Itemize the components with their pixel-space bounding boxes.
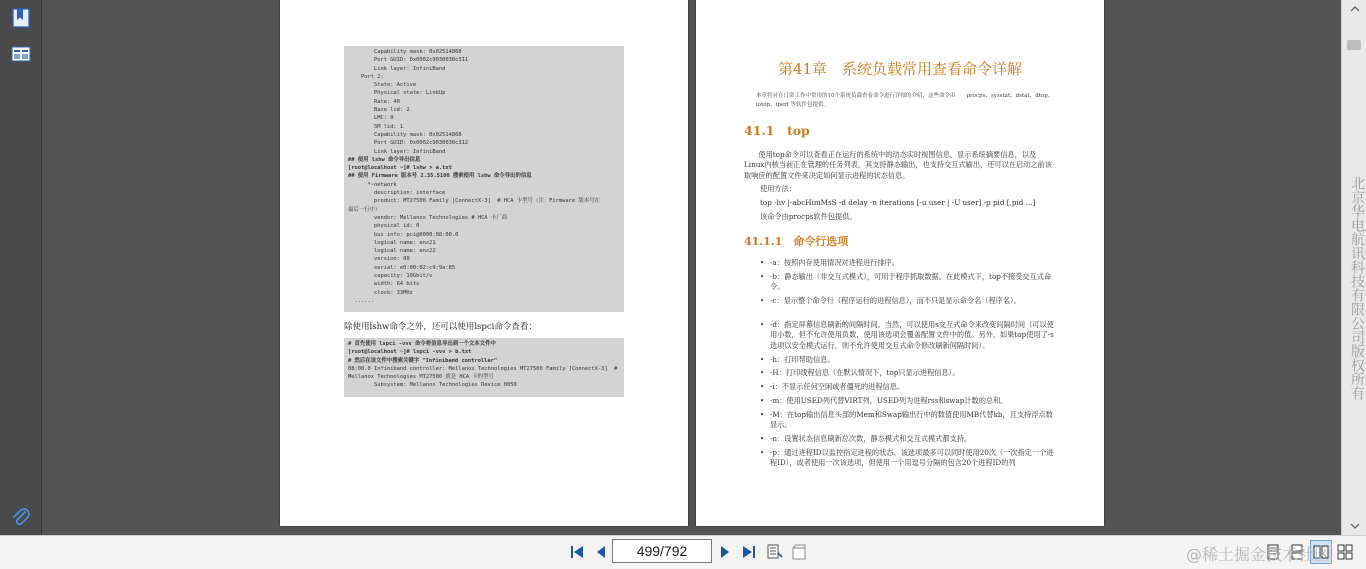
paragraph: 使用top命令可以查看正在运行的系统中的动态实时视图信息，显示系统摘要信息，以及Linux内核当前正在管理的任务列表，其支持静态输出，也支持交互式输出，还可以在启动之前该取响应的配置文件来决定如何显示进程的状态信息。 xyxy=(744,150,1052,180)
code-line: vendor: Mellanox Technologies # HCA 卡厂商 xyxy=(348,214,507,221)
scroll-up-icon[interactable] xyxy=(1342,0,1366,18)
list-item: • -b：静态输出（非交互式模式），可用于程序抓取数据。在此模式下，top不接受交互式命令。 xyxy=(760,272,1052,292)
fit-page-icon[interactable] xyxy=(764,540,786,564)
code-line: product: MT27500 Family [ConnectX-3] # HCA 卡型号（注：Firmware 版本号在 xyxy=(348,198,600,205)
code-line: Capability mask: 0x02514868 xyxy=(348,49,462,55)
code-line: Link layer: InfiniBand xyxy=(348,148,446,155)
list-item: • -M：在top输出信息头部的Mem和Swap输出行中的数值使用MB代替kb，且支持浮点数显示。 xyxy=(760,410,1053,430)
chapter-intro: 本章将对在日常工作中常用的10个系统负载查看命令进行详细的介绍，这些命令由 procps、sysstat、dstat、dtop、iotop、iperf 等软件包提供。 xyxy=(756,93,1054,108)
section-title: 41.1 top xyxy=(744,123,810,138)
code-line: 08:00.0 Infiniband controller: Mellanox Technologies MT27500 Family [ConnectX-3] # xyxy=(348,365,618,372)
code-line: version: 00 xyxy=(348,256,410,263)
page-number-input[interactable] xyxy=(612,539,712,563)
code-block-lshw xyxy=(344,46,624,312)
chapter-title: 第41章 系统负载常用查看命令详解 xyxy=(777,60,1023,78)
scrollbar-thumb[interactable] xyxy=(1347,40,1361,50)
list-item: • -m：使用USED列代替VIRT列，USED列为进程rss和swap计数的总和。 xyxy=(760,396,1008,405)
previous-page-icon[interactable] xyxy=(590,540,612,564)
code-line: physical id: 0 xyxy=(348,223,420,230)
subsection-title: 41.1.1 命令行选项 xyxy=(744,235,849,248)
provided-by: 该命令由procps软件包提供。 xyxy=(760,212,857,221)
code-line: Base lid: 2 xyxy=(348,107,410,114)
document-viewport[interactable] xyxy=(42,0,1341,535)
code-line: Capability mask: 0x02514868 xyxy=(348,131,462,138)
navigation-bar xyxy=(0,535,1366,569)
code-line: ...... xyxy=(348,297,374,304)
fit-width-icon[interactable] xyxy=(788,540,810,564)
code-line: logical name: ens22 xyxy=(348,248,436,255)
paragraph: 除使用lshw命令之外，还可以使用lspci命令查看： xyxy=(344,322,537,332)
vertical-scrollbar[interactable] xyxy=(1341,0,1366,535)
first-page-icon[interactable] xyxy=(566,540,588,564)
code-line: description: interface xyxy=(348,190,446,197)
bookmark-icon[interactable] xyxy=(9,6,33,30)
code-line: State: Active xyxy=(348,82,417,89)
left-toolbar xyxy=(0,0,42,535)
code-line: ## 使用 Firmware 版本号 2.35.5100 搜索使用 lshw 命令导出的信息 xyxy=(348,173,532,180)
last-page-icon[interactable] xyxy=(738,540,760,564)
list-item: • -d：指定屏幕信息刷新的间隔时间。当然，可以使用s交互式命令来改变间隔时间（可以使用小数，但不允许使用负数，使用该选项会覆盖配置文件中的值。另外，如果top使用了-s选项以安全模式运行，则不允许使用交互式命令修改刷新间隔时间）。 xyxy=(760,320,1054,350)
page-498 xyxy=(280,0,688,526)
code-line: ## 使用 lshw 命令导出信息 xyxy=(348,156,421,163)
list-item: • -c：显示整个命令行（程序运行的进程信息），而不只是显示命令名（程序名）。 xyxy=(760,296,1021,305)
paperclip-icon[interactable] xyxy=(9,506,33,530)
scroll-down-icon[interactable] xyxy=(1342,517,1366,535)
code-line: 最后一行中） xyxy=(348,206,381,213)
list-item: • -h：打印帮助信息。 xyxy=(760,355,835,364)
list-item: • -n：设置状态信息刷新总次数，静态模式和交互式模式都支持。 xyxy=(760,434,972,443)
list-item: • -i：不显示任何空闲或者僵死的进程信息。 xyxy=(760,382,905,391)
code-line: clock: 33MHz xyxy=(348,289,413,296)
code-line: Port GUID: 0x0002c9030030c312 xyxy=(348,140,469,147)
two-page-continuous-icon[interactable] xyxy=(1334,540,1356,564)
code-line: # 然后在该文件中搜索关键字 "Infiniband controller" xyxy=(348,357,498,364)
code-line: Link layer: InfiniBand xyxy=(348,65,446,72)
code-line: width: 64 bits xyxy=(348,281,420,288)
copyright-watermark: 北京华电航讯科技有限公司版权所有 xyxy=(1349,176,1365,400)
list-item: • -a：按照内存使用情况对进程进行排序。 xyxy=(760,258,899,267)
code-line: capacity: 10Gbit/s xyxy=(348,273,433,280)
code-line: Subsystem: Mellanox Technologies Device 0050 xyxy=(348,382,517,389)
next-page-icon[interactable] xyxy=(714,540,736,564)
code-line: LMC: 0 xyxy=(348,115,394,122)
code-line: logical name: ens21 xyxy=(348,239,436,246)
code-line: Port 2: xyxy=(348,73,384,80)
usage-label: 使用方法： xyxy=(760,184,796,193)
code-line: serial: e0:00:02:c9:9a:85 xyxy=(348,264,456,271)
code-line: SM lid: 1 xyxy=(348,123,404,130)
code-line: [root@localhost ~]# lshw > a.txt xyxy=(348,165,452,172)
code-line: # 首先使用 lspci -vvv 命令将信息导出到一个文本文件中 xyxy=(348,341,496,347)
code-line: Mellanox Technologies MT27500 就是 HCA 卡的型号 xyxy=(348,374,494,381)
code-line: Physical state: LinkUp xyxy=(348,90,446,97)
usage-syntax: top -hv |-abcHimMsS -d delay -n iterations [-u user | -U user] -p pid [,pid ...] xyxy=(760,198,1036,207)
list-item: • -H：打印线程信息（在默认情况下，top只显示进程信息）。 xyxy=(760,368,960,377)
list-item: • -p：通过进程ID以监控指定进程的状态。该选项最多可以同时使用20次（一次指定一个进程ID），或者使用一次该选项，但使用一个用逗号分隔的包含20个进程ID的列 xyxy=(760,448,1054,468)
page-499 xyxy=(696,0,1104,526)
thumbnails-icon[interactable] xyxy=(9,42,33,66)
code-line: [root@localhost ~]# lspci -vvv > b.txt xyxy=(348,349,472,356)
brand-watermark: @稀土掘金技术社区 xyxy=(1186,545,1331,564)
code-line: Rate: 40 xyxy=(348,98,400,105)
code-line: bus info: pci@0000:08:00.0 xyxy=(348,231,459,238)
code-block-lspci xyxy=(344,338,624,397)
code-line: *-network xyxy=(348,181,397,188)
code-line: Port GUID: 0x0002c9030030c311 xyxy=(348,57,469,64)
